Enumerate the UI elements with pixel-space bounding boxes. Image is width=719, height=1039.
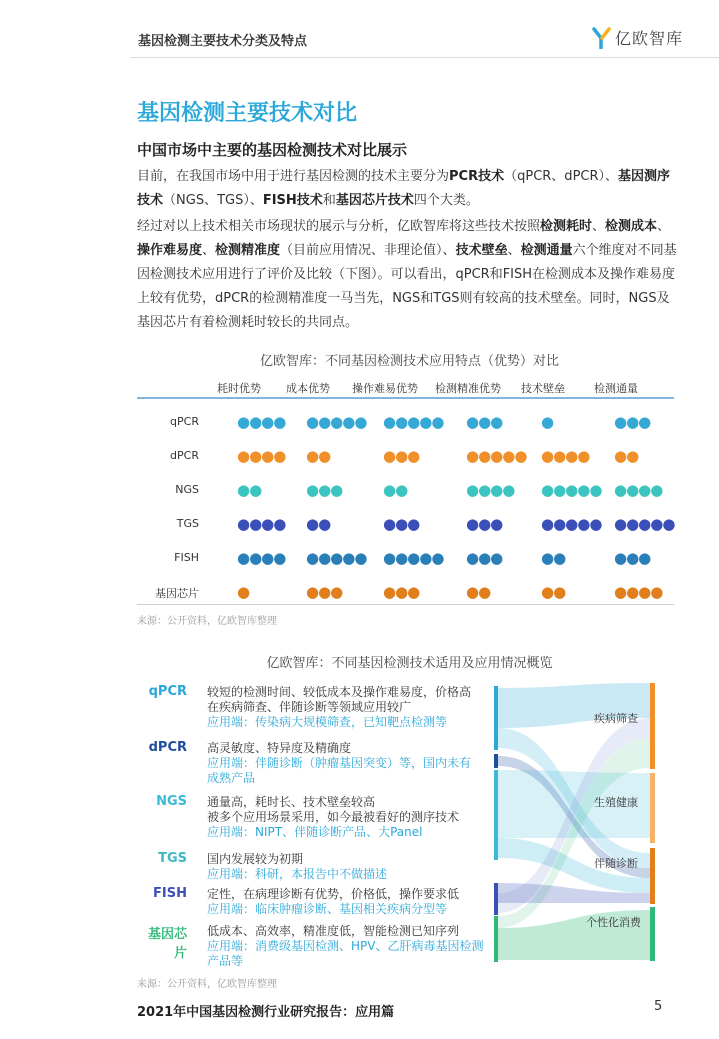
target-bar-reproductive	[650, 773, 655, 843]
matrix-rating-dots: ●●●●●	[466, 447, 527, 465]
matrix-row-label: NGS	[175, 483, 199, 496]
matrix-row-label: TGS	[176, 517, 199, 530]
matrix-rating-dots: ●●●●●	[383, 413, 444, 431]
matrix-source: 来源：公开资料，亿欧智库整理	[137, 616, 277, 627]
target-label-reproductive: 生殖健康	[594, 796, 638, 809]
matrix-column-header: 操作难易优势	[352, 382, 418, 395]
matrix-rating-dots: ●●	[466, 583, 491, 601]
tech-description-line: 在疾病筛查、伴随诊断等领域应用较广	[207, 700, 412, 714]
matrix-rating-dots: ●●●	[466, 549, 503, 567]
matrix-rating-dots: ●●●●	[541, 447, 590, 465]
tech-name: 基因芯片	[147, 927, 187, 961]
matrix-row-label: 基因芯片	[155, 587, 199, 600]
matrix-rating-dots: ●●●●	[237, 447, 286, 465]
tech-description-line: 高灵敏度、特异度及精确度	[207, 741, 352, 755]
tech-application-line: 应用端：传染病大规模筛查，已知靶点检测等	[207, 715, 448, 729]
intro-paragraph: 目前，在我国市场中用于进行基因检测的技术主要分为PCR技术（qPCR、dPCR）、基因测序技术（NGS、TGS）、FISH技术和基因芯片技术四个大类。	[137, 169, 671, 208]
header-divider	[130, 57, 719, 58]
source-bar-chip	[494, 916, 498, 962]
source-bar-dpcr	[494, 754, 498, 768]
matrix-rating-dots: ●●●●	[237, 413, 286, 431]
tech-name: NGS	[156, 794, 187, 809]
matrix-rating-dots: ●●●●●	[541, 515, 602, 533]
matrix-rating-dots: ●	[541, 413, 554, 431]
tech-description-line: 定性，在病理诊断有优势，价格低，操作要求低	[207, 887, 460, 901]
matrix-top-rule	[137, 397, 674, 399]
source-bar-ngs	[494, 770, 498, 860]
matrix-column-header: 检测精准优势	[435, 382, 501, 395]
tech-application-line: 应用端：伴随诊断（肿瘤基因突变）等，国内未有	[207, 756, 472, 770]
tech-description	[207, 741, 492, 786]
matrix-rating-dots: ●●●●●	[541, 481, 602, 499]
matrix-bottom-rule	[137, 604, 674, 605]
logo-text: 亿欧智库	[615, 29, 684, 48]
matrix-rating-dots: ●●●	[614, 549, 651, 567]
matrix-column-header: 耗时优势	[217, 382, 261, 395]
matrix-column-header: 成本优势	[286, 382, 330, 395]
matrix-rating-dots: ●●●●	[466, 481, 515, 499]
target-label-consumer: 个性化消费	[586, 916, 641, 929]
matrix-rating-dots: ●●	[237, 481, 262, 499]
tech-description	[207, 852, 492, 882]
page-title: 基因检测主要技术对比	[137, 101, 358, 126]
matrix-column-header: 检测通量	[594, 382, 638, 395]
target-bar-companion	[650, 848, 655, 904]
source-bar-qpcr	[494, 686, 498, 750]
logo-icon	[592, 27, 612, 49]
tech-description-line: 通量高，耗时长、技术壁垒较高	[207, 795, 376, 809]
applications-title: 亿欧智库：不同基因检测技术适用及应用情况概览	[266, 656, 553, 671]
matrix-column-header: 技术壁垒	[521, 382, 565, 395]
tech-description-line: 国内发展较为初期	[207, 852, 304, 866]
matrix-rating-dots: ●●●●	[614, 583, 663, 601]
source-bar-fish	[494, 883, 498, 915]
matrix-rating-dots: ●●	[614, 447, 639, 465]
matrix-rating-dots: ●●●	[383, 583, 420, 601]
matrix-rating-dots: ●●●●●	[383, 549, 444, 567]
matrix-row-label: dPCR	[170, 449, 199, 462]
tech-application-line: 应用端：NIPT、伴随诊断产品、大Panel	[207, 825, 423, 839]
matrix-rating-dots: ●●●●	[237, 549, 286, 567]
tech-name: FISH	[153, 886, 187, 901]
applications-source: 来源：公开资料，亿欧智库整理	[137, 979, 277, 990]
section-title: 中国市场中主要的基因检测技术对比展示	[137, 141, 408, 159]
tech-application-line: 应用端：科研，本报告中不做描述	[207, 867, 388, 881]
tech-description-line: 被多个应用场景采用，如今最被看好的测序技术	[207, 810, 460, 824]
header-title: 基因检测主要技术分类及特点	[138, 34, 308, 49]
matrix-rating-dots: ●●●	[306, 583, 343, 601]
matrix-rating-dots: ●●●	[383, 515, 420, 533]
sankey-diagram	[490, 678, 660, 964]
logo	[592, 26, 683, 49]
matrix-rating-dots: ●●●●●	[614, 515, 675, 533]
target-bar-screening	[650, 683, 655, 769]
matrix-rating-dots: ●●	[383, 481, 408, 499]
tech-description	[207, 685, 492, 730]
footer-title: 2021年中国基因检测行业研究报告：应用篇	[137, 1005, 395, 1020]
matrix-rating-dots: ●●●●	[237, 515, 286, 533]
matrix-rating-dots: ●●●	[466, 413, 503, 431]
tech-description	[207, 924, 492, 969]
matrix-row-label: qPCR	[170, 415, 199, 428]
matrix-rating-dots: ●●●	[383, 447, 420, 465]
tech-application-line: 应用端：临床肿瘤诊断、基因相关疾病分型等	[207, 902, 448, 916]
matrix-rating-dots: ●●	[541, 583, 566, 601]
tech-description	[207, 795, 492, 840]
matrix-rating-dots: ●●●	[306, 481, 343, 499]
matrix-rating-dots: ●●	[541, 549, 566, 567]
target-label-companion: 伴随诊断	[594, 857, 638, 870]
tech-description	[207, 887, 492, 917]
matrix-rating-dots: ●●●	[614, 413, 651, 431]
tech-description-line: 较短的检测时间、较低成本及操作难易度，价格高	[207, 685, 472, 699]
matrix-row-label: FISH	[174, 551, 199, 564]
tech-application-line: 成熟产品	[207, 771, 256, 785]
matrix-rating-dots: ●●●●●	[306, 413, 367, 431]
analysis-paragraph: 经过对以上技术相关市场现状的展示与分析，亿欧智库将这些技术按照检测耗时、检测成本、操作难易度、检测精准度（目前应用情况、非理论值）、技术壁垒、检测通量六个维度对不同基因检测技术应用进行了评价及比较（下图）。可以看出，qPCR和FISH在检测成本及操作难易度上较有优势，dPCR的检测精准度一马当先，NGS和TGS则有较高的技术壁垒。同时，NGS及基因芯片有着检测耗时较长的共同点。	[137, 219, 677, 330]
matrix-rating-dots: ●	[237, 583, 250, 601]
tech-description-line: 低成本、高效率，精准度低，智能检测已知序列	[207, 924, 460, 938]
target-bar-consumer	[650, 907, 655, 961]
matrix-rating-dots: ●●●●	[614, 481, 663, 499]
tech-name: qPCR	[148, 684, 187, 699]
matrix-rating-dots: ●●	[306, 515, 331, 533]
tech-application-line: 产品等	[207, 954, 244, 968]
matrix-rating-dots: ●●	[306, 447, 331, 465]
matrix-title: 亿欧智库：不同基因检测技术应用特点（优势）对比	[259, 354, 559, 369]
page-number: 5	[654, 999, 663, 1014]
tech-name: TGS	[158, 851, 187, 866]
target-label-screening: 疾病筛查	[594, 712, 638, 725]
tech-application-line: 应用端：消费级基因检测、HPV、乙肝病毒基因检测	[207, 939, 484, 953]
matrix-rating-dots: ●●●●●	[306, 549, 367, 567]
matrix-rating-dots: ●●●	[466, 515, 503, 533]
tech-name: dPCR	[148, 740, 187, 755]
